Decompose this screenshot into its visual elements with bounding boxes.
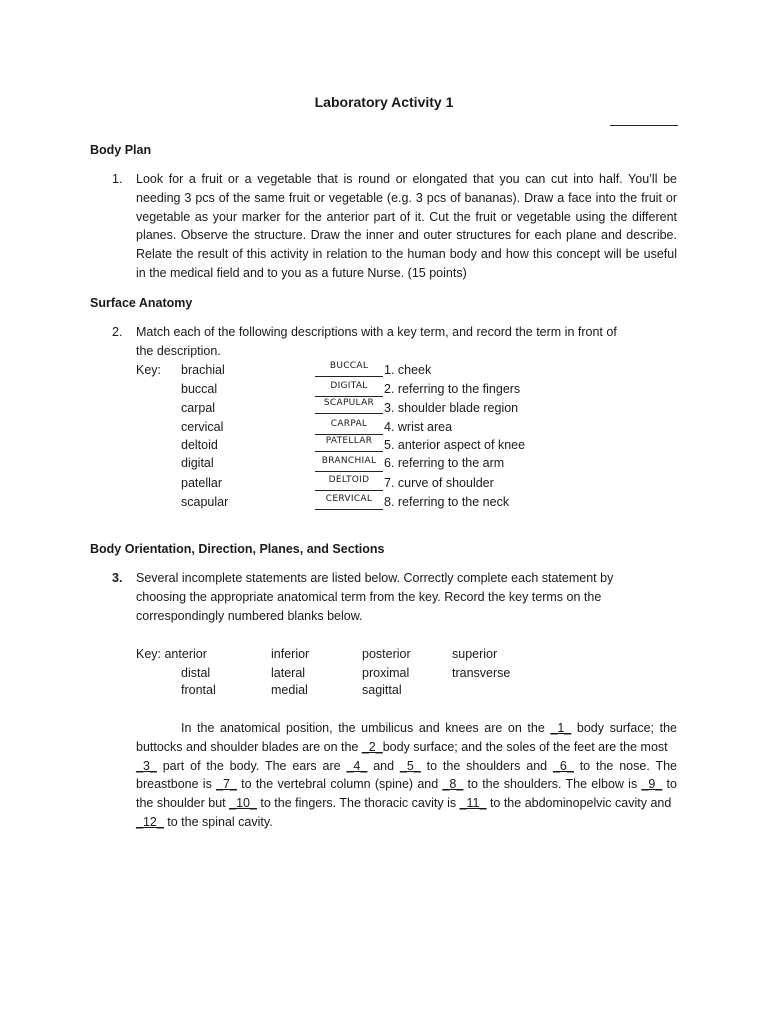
key-term: buccal: [181, 382, 218, 396]
key-term: medial: [271, 683, 308, 697]
text-segment: body surface; the buttocks and shoulder blades are on the: [136, 721, 677, 754]
item-number-1: 1.: [112, 172, 123, 186]
fill-in-paragraph: [136, 719, 677, 832]
fill-blank[interactable]: _7_: [216, 777, 237, 792]
key-term: superior: [452, 647, 498, 661]
fill-blank[interactable]: _2_: [361, 739, 383, 754]
text-segment: to the abdominopelvic cavity and: [486, 796, 672, 811]
text-segment: to the shoulder but: [136, 777, 677, 811]
match-description: 6. referring to the arm: [384, 456, 505, 470]
answer-blank[interactable]: SCAPULAR: [315, 397, 383, 414]
section-heading-surface-anatomy: Surface Anatomy: [90, 296, 193, 310]
match-description: 5. anterior aspect of knee: [384, 438, 526, 452]
key-term: digital: [181, 456, 214, 470]
name-line: [610, 125, 678, 126]
fill-blank[interactable]: _10_: [229, 796, 257, 811]
key-term: deltoid: [181, 438, 218, 452]
match-description: 3. shoulder blade region: [384, 401, 519, 415]
match-description: 4. wrist area: [384, 420, 453, 434]
key-term: transverse: [452, 666, 511, 680]
answer-blank[interactable]: CARPAL: [315, 418, 383, 435]
item-3-intro-line-1: Several incomplete statements are listed below. Correctly complete each statement by: [136, 571, 614, 585]
match-description: 7. curve of shoulder: [384, 476, 494, 490]
page-title: Laboratory Activity 1: [314, 94, 454, 110]
fill-blank[interactable]: _4_: [346, 758, 368, 773]
text-segment: to the nose. The breastbone is: [136, 758, 677, 792]
key-term: distal: [181, 666, 211, 680]
fill-blank[interactable]: _1_: [550, 721, 572, 735]
text-segment: part of the body. The ears are: [156, 758, 347, 773]
section-heading-body-plan: Body Plan: [90, 143, 152, 157]
answer-blank[interactable]: DIGITAL: [315, 380, 383, 397]
key-label: Key:: [136, 363, 162, 377]
answer-blank[interactable]: DELTOID: [315, 474, 383, 491]
text-segment: to the vertebral column (spine) and: [236, 777, 443, 792]
key-term: scapular: [181, 495, 229, 509]
key-term: brachial: [181, 363, 225, 377]
item-3-intro-line-2: choosing the appropriate anatomical term from the key. Record the key terms on the: [136, 590, 602, 604]
match-description: 2. referring to the fingers: [384, 382, 521, 396]
key-term: frontal: [181, 683, 216, 697]
text-segment: to the shoulders. The elbow is: [463, 777, 642, 792]
item-3-intro-line-3: correspondingly numbered blanks below.: [136, 609, 363, 623]
answer-blank[interactable]: BRANCHIAL: [315, 455, 383, 472]
key-term: inferior: [271, 647, 310, 661]
item-2-intro-line-2: the description.: [136, 344, 221, 358]
fill-blank[interactable]: _6_: [552, 758, 574, 773]
key-term: cervical: [181, 420, 224, 434]
item-1-text: [136, 170, 677, 283]
text-segment: to the shoulders and: [420, 758, 553, 773]
fill-blank[interactable]: _3_: [136, 758, 157, 773]
fill-blank[interactable]: _5_: [399, 758, 421, 773]
answer-blank[interactable]: CERVICAL: [315, 493, 383, 510]
text-segment: to the spinal cavity.: [163, 814, 273, 829]
fill-in-text: [136, 719, 677, 832]
key-term: sagittal: [362, 683, 402, 697]
text-segment: and: [367, 758, 400, 773]
match-description: 8. referring to the neck: [384, 495, 510, 509]
text-segment: to the fingers. The thoracic cavity is: [256, 796, 460, 811]
match-description: 1. cheek: [384, 363, 432, 377]
key-term: carpal: [181, 401, 216, 415]
key-term: proximal: [362, 666, 410, 680]
item-1-paragraph: Look for a fruit or a vegetable that is round or elongated that you can cut into half. You’ll be needing 3 pcs of the same fruit or vegetable (e.g. 3 pcs of bananas). Draw a face into the fruit or vegetable as your marker for the anterior part of it. Cut the fruit or vegetable using the different planes. Observe the structure. Draw the inner and outer structures for each plane and describe. Relate the result of this activity in relation to the human body and how this concept will be useful in the medical field and to you as a future Nurse. (15 points): [136, 172, 677, 280]
text-segment: body surface; and the soles of the feet are the most: [382, 739, 668, 754]
item-2-intro-line-1: Match each of the following descriptions with a key term, and record the term in front of: [136, 325, 617, 339]
answer-blank[interactable]: BUCCAL: [315, 360, 383, 377]
text-segment: In the anatomical position, the umbilicus and knees are on the: [181, 721, 551, 735]
key-term: lateral: [271, 666, 306, 680]
key-label: Key: anterior: [136, 647, 207, 661]
item-number-2: 2.: [112, 325, 123, 339]
fill-blank[interactable]: _9_: [641, 777, 663, 792]
fill-blank[interactable]: _11_: [459, 796, 487, 811]
fill-blank[interactable]: _12_: [136, 814, 164, 829]
key-term: posterior: [362, 647, 411, 661]
item-number-3: 3.: [112, 571, 123, 585]
answer-blank[interactable]: PATELLAR: [315, 435, 383, 452]
fill-blank[interactable]: _8_: [442, 777, 464, 792]
key-term: patellar: [181, 476, 222, 490]
section-heading-body-orientation: Body Orientation, Direction, Planes, and Sections: [90, 542, 385, 556]
